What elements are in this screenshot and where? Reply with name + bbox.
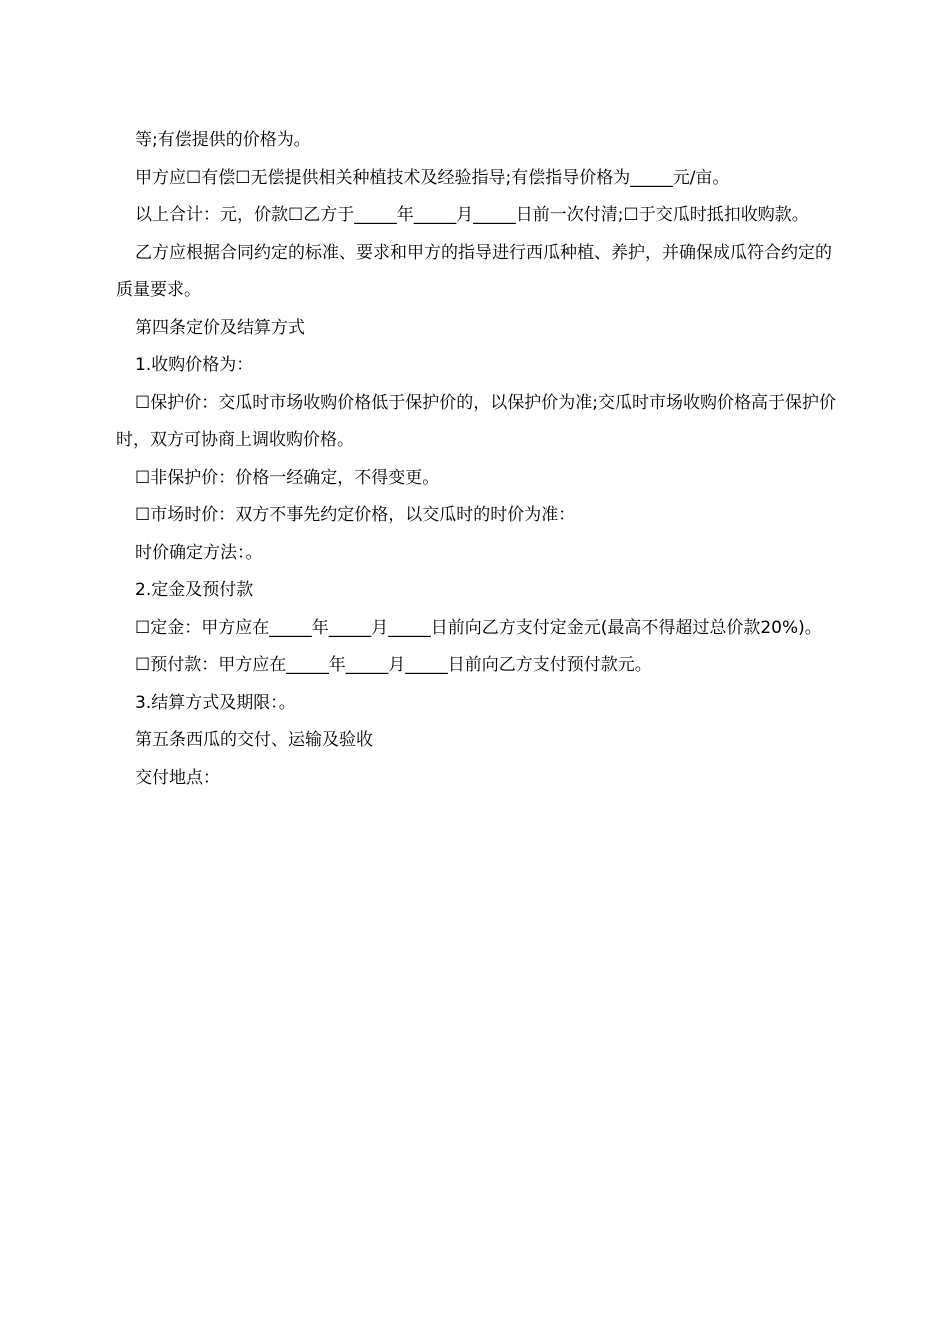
paragraph-price-method: 时价确定方法：。 <box>135 542 263 563</box>
option-market-price: ☐市场时价：双方不事先约定价格，以交瓜时的时价为准： <box>135 505 576 525</box>
option-prepayment: ☐预付款：甲方应在_____年_____月_____日前向乙方支付预付款元。 <box>135 655 652 675</box>
paragraph-party-b-duty: 乙方应根据合同约定的标准、要求和甲方的指导进行西瓜种植、养护，并确保成瓜符合约定的质量要求。 <box>116 242 832 300</box>
option-deposit: ☐定金：甲方应在_____年_____月_____日前向乙方支付定金元(最高不得超过总价款20%)。 <box>135 617 822 638</box>
section-heading-article-5: 第五条西瓜的交付、运输及验收 <box>135 730 373 750</box>
document-body <box>116 122 838 797</box>
paragraph-paid-price: 等;有偿提供的价格为。 <box>135 130 311 150</box>
paragraph-technical-guidance: 甲方应☐有偿☐无偿提供相关种植技术及经验指导;有偿指导价格为_____元/亩。 <box>135 167 730 188</box>
clause-purchase-price: 1.收购价格为： <box>135 355 254 375</box>
option-non-protected-price: ☐非保护价：价格一经确定，不得变更。 <box>135 467 440 488</box>
paragraph-delivery-location: 交付地点： <box>135 767 220 788</box>
option-protected-price: ☐保护价：交瓜时市场收购价格低于保护价的，以保护价为准;交瓜时市场收购价格高于保护价时，双方可协商上调收购价格。 <box>116 392 836 450</box>
section-heading-article-4: 第四条定价及结算方式 <box>135 317 305 338</box>
clause-deposit-prepayment: 2.定金及预付款 <box>135 580 254 600</box>
clause-settlement: 3.结算方式及期限：。 <box>135 692 296 713</box>
paragraph-total-payment: 以上合计：元，价款☐乙方于_____年_____月_____日前一次付清;☐于交瓜时抵扣收购款。 <box>135 205 809 225</box>
